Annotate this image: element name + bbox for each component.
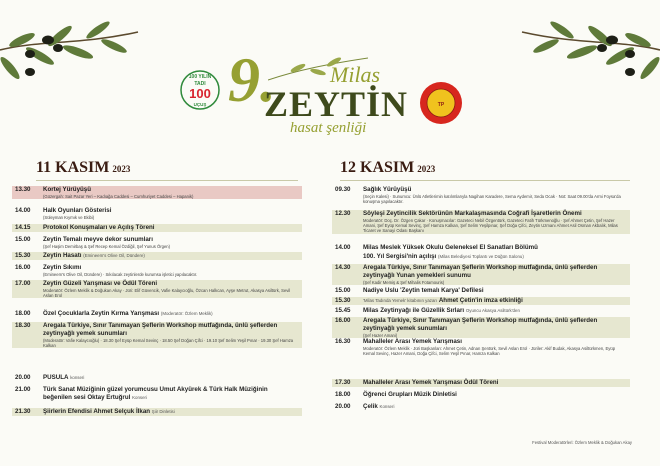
day1-event: 18.00 Özel Çocuklarla Zeytin Kırma Yarışması (Moderatör: Özlem Meklik) (15, 310, 213, 317)
day1-year: 2023 (112, 164, 131, 174)
day2-event: 12.30 Söyleşi Zeytincilik Sektörünün Markalaşmasında Coğrafi İşaretlerin Önemi Moderatör: Doç. Dr. Özgen Çakar · Konuşmacılar: Gazeteci Nebil Özgentürk, Gazeteci Fatih Türkmenoğlu · Şef Ahmet Çetin, Şef Hazer Amani, Şef Eyüp Kemal Sevinç, Şef Hamza Kalkan, Şef Selim Yeşilpınar, Şef Doğa Çifci, Zeytin Uzmanı Ahmet Asil Osman Akbalık, Milas Ticaret ve Sanayi Odası Başkanı (332, 210, 630, 234)
day2-schedule (332, 186, 632, 426)
day2-year: 2023 (417, 164, 436, 174)
day2-event: 14.30 Aregala Türkiye, Sınır Tanımayan Şeflerin Workshop mutfağında, ünlü şeflerden zeytinyağlı Yunan yemekleri sunumu (Şef Kadir Memiş & Şef Mihalis Fotamouris) (332, 264, 630, 285)
day2-divider (340, 180, 630, 181)
day2-event: 16.30 Mahalleler Arası Yemek Yarışması Moderatör: Özlem Meklik · Jüri Başkanları: Ahmet Çetin, Adnan Şentürk, Sevil Aslan Erol · Jüriler: Akif Budak, Akasya Asiltürkmen, Eyüp Kemal Sevinç, Hazer Amani, Doğa Çifci, Selim Yeşil Pınar, Hamza Kalkan (335, 338, 616, 357)
festival-main-title: ZEYTİN (264, 84, 409, 124)
festival-subtitle: hasat şenliği (290, 120, 367, 136)
day1-date: 11 KASIM (36, 159, 110, 176)
day1-schedule (12, 186, 302, 446)
day1-event: 14.00 Halk Oyunları Gösterisi (Süleyman Kıymık ve Ekibi) (15, 207, 112, 220)
day2-heading (340, 159, 435, 177)
festival-city: Milas (330, 62, 381, 87)
day2-event: 15.00 Nadiye Uslu 'Zeytin temalı Karya' Defilesi (335, 287, 484, 294)
day1-event: 15.00 Zeytin Temalı meyve dekor sunumları (Şef Haşim Demirbaş & Şef Recep Kemal Özdiğil, Şef Yunus Örgen) (15, 236, 170, 249)
svg-text:100: 100 (189, 86, 211, 101)
turk-patent-seal (418, 80, 464, 126)
olive-branch-right-decoration (520, 10, 660, 100)
footer-note: Festival Moderatörleri: Özlem Meklik & Doğukan Akay (532, 440, 632, 445)
day1-event: 21.00 Türk Sanat Müziğinin güzel yorumcusu Umut Akyürek & Türk Halk Müziğinin beğenilen sesi Oktay Ertuğrul Konseri (15, 386, 268, 401)
day1-event: 16.00 Zeytin Sıkımı (Emineem's Olive Oil, Dündere) · Sıkılacak zeytinlerde kurumsa işletici yapılacaktır. (15, 264, 198, 277)
day1-event: 14.15 Protokol Konuşmaları ve Açılış Töreni (12, 224, 302, 232)
day2-date: 12 KASIM (340, 159, 415, 176)
day2-event: 14.00 Milas Meslek Yüksek Okulu Geleneksel El Sanatları Bölümü (335, 244, 538, 251)
day2-event: 100. Yıl Sergisi'nin açılışı (Milas Belediyesi Toplantı ve Düğün Salonu) (363, 253, 524, 260)
olive-branch-left-decoration (0, 10, 140, 100)
festival-number: 9. (228, 44, 276, 115)
day2-event: 17.30 Mahalleler Arası Yemek Yarışması Ödül Töreni (332, 379, 630, 387)
day1-event: 18.30 Aregala Türkiye, Sınır Tanımayan Şeflerin Workshop mutfağında, ünlü şeflerden zeytinyağlı yemek sunumları (Moderatör: Vafie Kalaycıoğlu) · 18.30 Şef Eyüp Kemal Sevinç · 18.50 Şef Doğan Çifci · 19.10 Şef Selim Yeşil Pınar · 19.30 Şef Hamza Kalkan (12, 322, 302, 348)
day1-event: 13.30 Kortej Yürüyüşü (Güzergah: Sait Pazar Yeri – Kadıağa Caddesi – Cumhuriyet Caddesi – Hapanik) (12, 186, 302, 199)
festival-title (228, 44, 418, 136)
svg-text:TP: TP (437, 102, 445, 108)
svg-text:100 YILIN: 100 YILIN (188, 74, 212, 80)
centennial-logo (176, 60, 224, 120)
day2-event: 15.30 'Milas Tadında Yemek' kitabının yazarı Ahmet Çetin'in imza etkinliği (332, 297, 630, 305)
day1-divider (36, 180, 298, 181)
day2-event: 18.00 Öğrenci Grupları Müzik Dinletisi (335, 391, 457, 398)
day1-event: 21.30 Şiirlerin Efendisi Ahmet Selçuk İlkan Şiir Dinletisi (12, 408, 302, 416)
svg-text:TADI: TADI (194, 81, 206, 87)
day2-event: 09.30 Sağlık Yürüyüşü (Seçin Kalesi) · Sunumcu: Ünlü Atletlerimin katılımlarıyla Nagihan Karadere, Sema Aydemir, Seda Ocak · Not: Saat 09.00'da Armi Foysa'da konuşma yapılacaktır. (335, 186, 621, 205)
svg-text:UÇUŞ: UÇUŞ (193, 102, 207, 107)
day1-event: 20.00 PUSULA konseri (15, 374, 85, 381)
day2-event: 16.00 Aregala Türkiye, Sınır Tanımayan Şeflerin Workshop mutfağında, ünlü şeflerden zeytinyağlı yemek sunumları (Şef Hazer Amani) (332, 317, 630, 338)
day2-event: 15.45 Milas Zeytinyağı ile Güzellik Sırları Oyuncu Akasya Asiltürk'den (335, 307, 520, 314)
day1-heading (36, 159, 130, 177)
day1-event: 15.30 Zeytin Hasatı (Emineem's Olive Oil, Dündere) (12, 252, 302, 260)
day2-event: 20.00 Çelik Konseri (335, 403, 395, 410)
day1-event: 17.00 Zeytin Güzeli Yarışması ve Ödül Töreni Moderatör: Özlem Meklik & Doğukan Akay · Jüri: Elif Güvencik, Vafie Kalaycıoğlu, Özcan Halkcan, Ayşe Metrut, Akasya Asiltürk, Sevil Aslan Erol (12, 280, 302, 298)
